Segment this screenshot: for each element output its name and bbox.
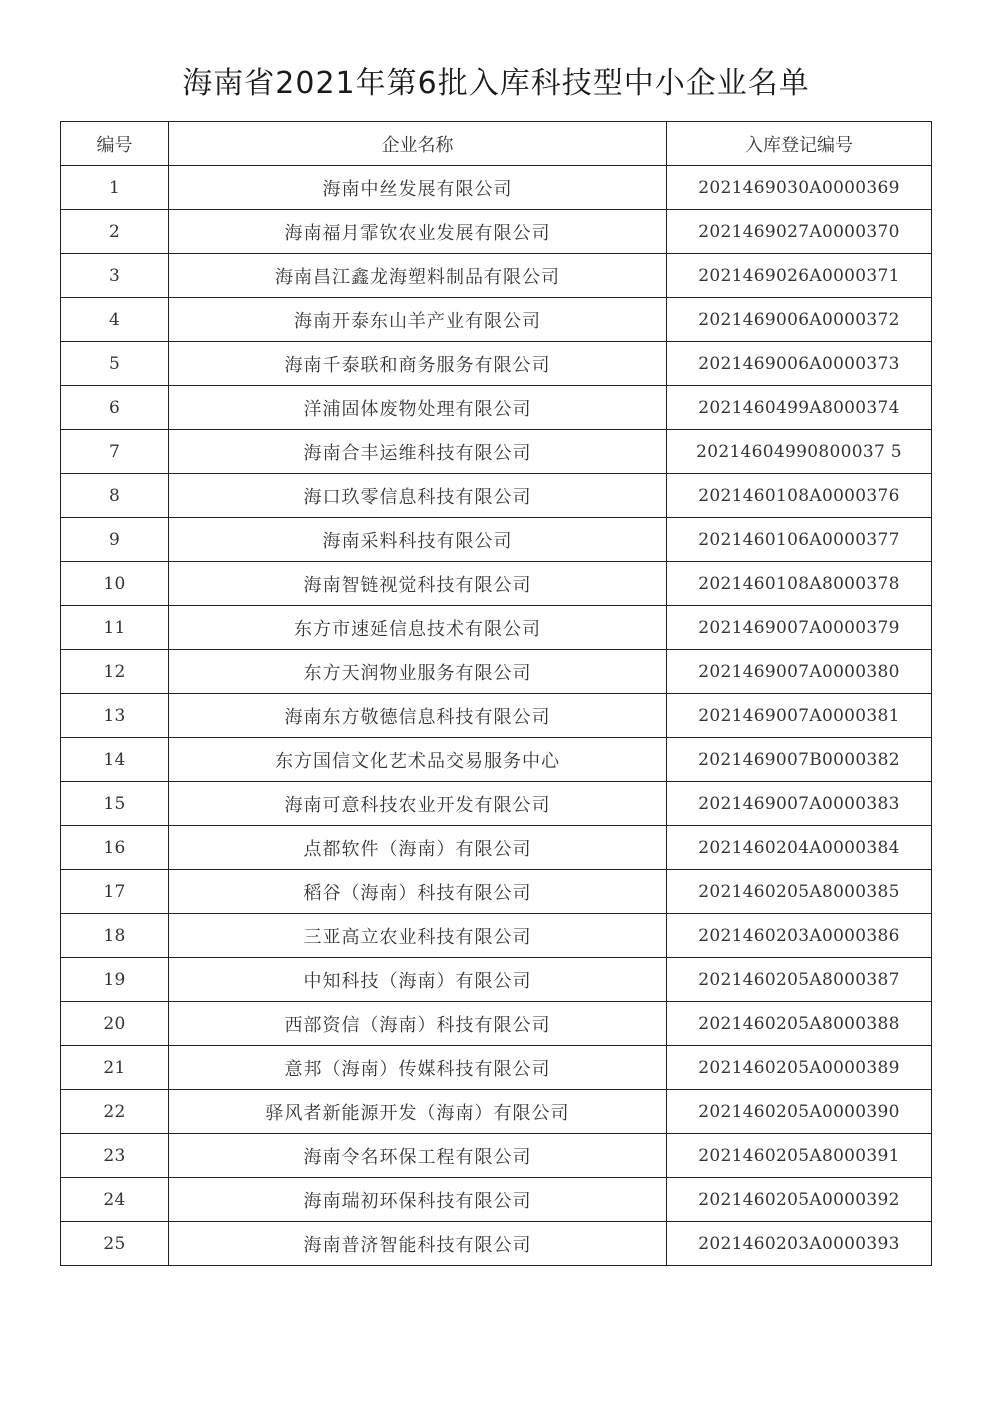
company-name-cell: 海南普济智能科技有限公司	[169, 1222, 667, 1266]
row-number-cell: 4	[61, 298, 169, 342]
company-name-cell: 海南中丝发展有限公司	[169, 166, 667, 210]
registration-code-cell: 2021469027A0000370	[667, 210, 932, 254]
registration-code-cell: 2021469030A0000369	[667, 166, 932, 210]
table-row	[61, 1046, 932, 1090]
row-number-cell: 8	[61, 474, 169, 518]
company-name-cell: 海南开泰东山羊产业有限公司	[169, 298, 667, 342]
registration-code-cell: 2021460108A8000378	[667, 562, 932, 606]
registration-code-cell: 2021469007A0000380	[667, 650, 932, 694]
registration-code-cell: 2021469007A0000383	[667, 782, 932, 826]
row-number-cell: 25	[61, 1222, 169, 1266]
company-name-cell: 海南瑞初环保科技有限公司	[169, 1178, 667, 1222]
company-name-cell: 海口玖零信息科技有限公司	[169, 474, 667, 518]
registration-code-cell: 2021460108A0000376	[667, 474, 932, 518]
row-number-cell: 9	[61, 518, 169, 562]
table-row	[61, 694, 932, 738]
row-number-cell: 23	[61, 1134, 169, 1178]
company-name-cell: 东方天润物业服务有限公司	[169, 650, 667, 694]
row-number-cell: 19	[61, 958, 169, 1002]
registration-code-cell: 2021460204A0000384	[667, 826, 932, 870]
registration-code-cell: 2021460205A0000389	[667, 1046, 932, 1090]
company-name-cell: 海南可意科技农业开发有限公司	[169, 782, 667, 826]
table-row	[61, 342, 932, 386]
row-number-cell: 12	[61, 650, 169, 694]
row-number-cell: 17	[61, 870, 169, 914]
company-name-cell: 海南东方敬德信息科技有限公司	[169, 694, 667, 738]
table-row	[61, 826, 932, 870]
registration-code-cell: 2021460203A0000393	[667, 1222, 932, 1266]
company-name-cell: 海南千泰联和商务服务有限公司	[169, 342, 667, 386]
row-number-cell: 2	[61, 210, 169, 254]
column-header-company-name: 企业名称	[169, 122, 667, 166]
registration-code-cell: 2021469007B0000382	[667, 738, 932, 782]
row-number-cell: 18	[61, 914, 169, 958]
registration-code-cell: 2021460205A8000387	[667, 958, 932, 1002]
row-number-cell: 20	[61, 1002, 169, 1046]
company-name-cell: 点都软件（海南）有限公司	[169, 826, 667, 870]
row-number-cell: 1	[61, 166, 169, 210]
table-row	[61, 1090, 932, 1134]
registration-code-cell: 2021469006A0000373	[667, 342, 932, 386]
company-name-cell: 意邦（海南）传媒科技有限公司	[169, 1046, 667, 1090]
company-name-cell: 东方市速延信息技术有限公司	[169, 606, 667, 650]
company-name-cell: 海南昌江鑫龙海塑料制品有限公司	[169, 254, 667, 298]
company-name-cell: 西部资信（海南）科技有限公司	[169, 1002, 667, 1046]
registration-code-cell: 2021460205A0000392	[667, 1178, 932, 1222]
table-row	[61, 1134, 932, 1178]
row-number-cell: 11	[61, 606, 169, 650]
table-row	[61, 914, 932, 958]
row-number-cell: 13	[61, 694, 169, 738]
page-title: 海南省2021年第6批入库科技型中小企业名单	[182, 66, 810, 101]
table-row	[61, 166, 932, 210]
registration-code-cell: 2021460106A0000377	[667, 518, 932, 562]
table-row	[61, 254, 932, 298]
registration-code-cell: 2021460205A8000388	[667, 1002, 932, 1046]
company-name-cell: 东方国信文化艺术品交易服务中心	[169, 738, 667, 782]
table-row	[61, 430, 932, 474]
company-name-cell: 驿风者新能源开发（海南）有限公司	[169, 1090, 667, 1134]
registration-code-cell: 2021460203A0000386	[667, 914, 932, 958]
row-number-cell: 3	[61, 254, 169, 298]
table-row	[61, 1222, 932, 1266]
enterprise-list-table	[60, 121, 932, 1266]
row-number-cell: 21	[61, 1046, 169, 1090]
row-number-cell: 24	[61, 1178, 169, 1222]
company-name-cell: 中知科技（海南）有限公司	[169, 958, 667, 1002]
company-name-cell: 洋浦固体废物处理有限公司	[169, 386, 667, 430]
registration-code-cell: 2021460205A8000391	[667, 1134, 932, 1178]
row-number-cell: 10	[61, 562, 169, 606]
column-header-registration-code: 入库登记编号	[667, 122, 932, 166]
table-body	[61, 166, 932, 1266]
table-row	[61, 386, 932, 430]
registration-code-cell: 2021469007A0000381	[667, 694, 932, 738]
registration-code-cell: 20214604990800037 5	[667, 430, 932, 474]
company-name-cell: 稻谷（海南）科技有限公司	[169, 870, 667, 914]
company-name-cell: 三亚高立农业科技有限公司	[169, 914, 667, 958]
registration-code-cell: 2021460499A8000374	[667, 386, 932, 430]
registration-code-cell: 2021469006A0000372	[667, 298, 932, 342]
table-row	[61, 298, 932, 342]
table-row	[61, 606, 932, 650]
row-number-cell: 15	[61, 782, 169, 826]
company-name-cell: 海南智链视觉科技有限公司	[169, 562, 667, 606]
table-row	[61, 958, 932, 1002]
table-row	[61, 518, 932, 562]
row-number-cell: 5	[61, 342, 169, 386]
company-name-cell: 海南福月霏钦农业发展有限公司	[169, 210, 667, 254]
table-row	[61, 474, 932, 518]
company-name-cell: 海南采料科技有限公司	[169, 518, 667, 562]
table-row	[61, 650, 932, 694]
table-row	[61, 562, 932, 606]
row-number-cell: 22	[61, 1090, 169, 1134]
table-row	[61, 870, 932, 914]
table-row	[61, 782, 932, 826]
row-number-cell: 7	[61, 430, 169, 474]
table-row	[61, 1002, 932, 1046]
company-name-cell: 海南合丰运维科技有限公司	[169, 430, 667, 474]
table-row	[61, 210, 932, 254]
registration-code-cell: 2021460205A0000390	[667, 1090, 932, 1134]
row-number-cell: 16	[61, 826, 169, 870]
row-number-cell: 14	[61, 738, 169, 782]
row-number-cell: 6	[61, 386, 169, 430]
registration-code-cell: 2021469026A0000371	[667, 254, 932, 298]
table-header-row	[61, 122, 932, 166]
registration-code-cell: 2021469007A0000379	[667, 606, 932, 650]
registration-code-cell: 2021460205A8000385	[667, 870, 932, 914]
column-header-number: 编号	[61, 122, 169, 166]
table-row	[61, 738, 932, 782]
company-name-cell: 海南令名环保工程有限公司	[169, 1134, 667, 1178]
table-row	[61, 1178, 932, 1222]
